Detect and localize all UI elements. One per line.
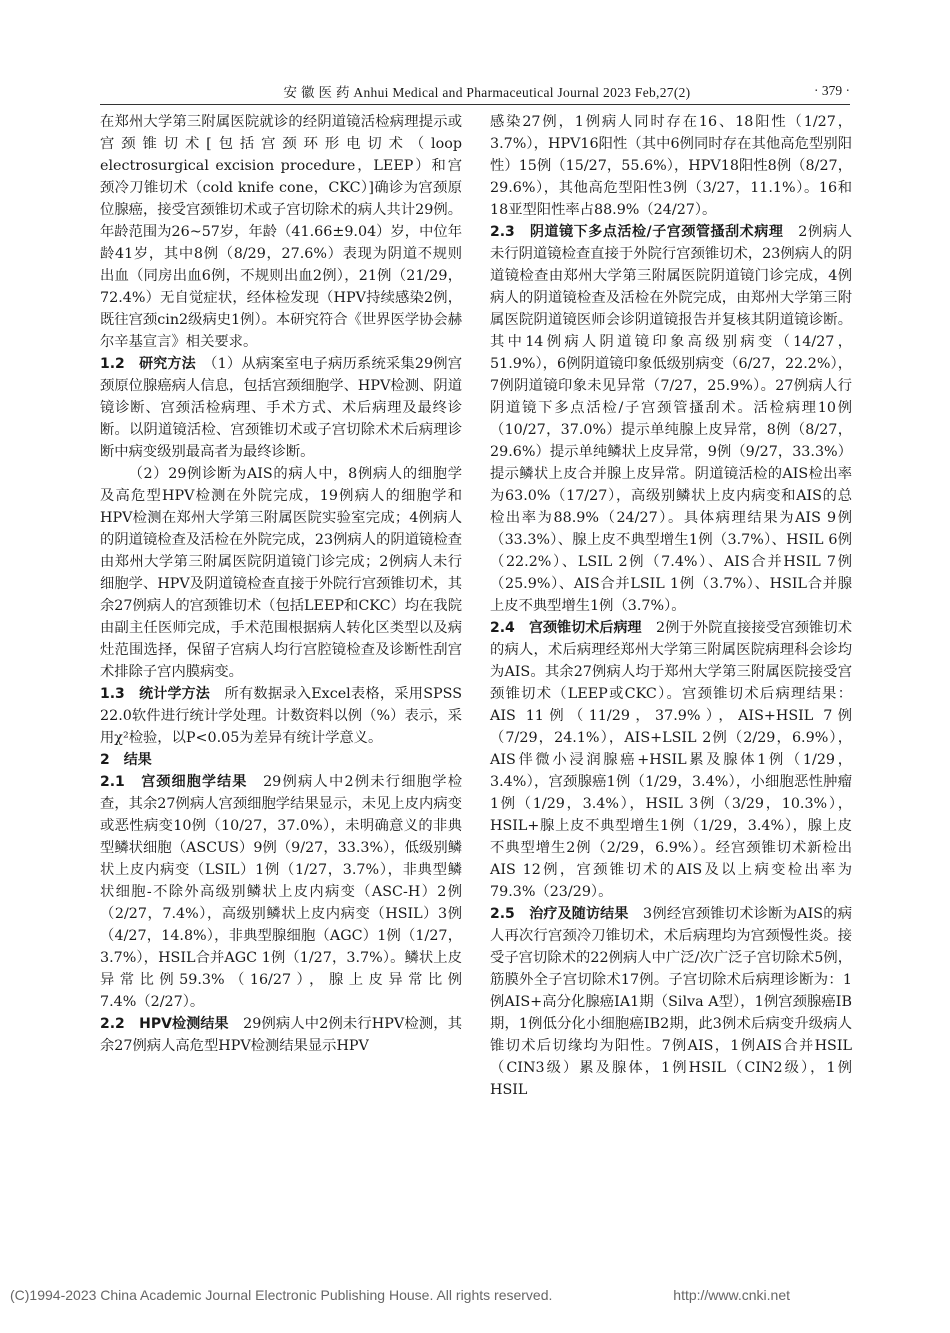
page-number: · 379 ·	[814, 83, 850, 98]
subsection-heading: 1.3 统计学方法	[100, 686, 210, 702]
subsection-heading: 2.4 宫颈锥切术后病理	[490, 620, 642, 636]
body-text: 2例病人未行阴道镜检查直接于外院行宫颈锥切术，23例病人的阴道镜检查由郑州大学第三附属医院阴道镜门诊完成，4例病人的阴道镜检查及活检在外院完成，由郑州大学第三附属医院阴道镜医师会诊阴道镜报告并复核其阴道镜诊断。其中14例病人阴道镜印象高级别病变（14/27，51.9%），6例阴道镜印象低级别病变（6/27，22.2%），7例阴道镜印象未见异常（7/27，25.9%）。27例病人行阴道镜下多点活检/子宫颈管搔刮术。活检病理10例（10/27，37.0%）提示单纯腺上皮异常，8例（8/27，29.6%）提示单纯鳞状上皮异常，9例（9/27，33.3%）提示鳞状上皮合并腺上皮异常。阴道镜活检的AIS检出率为63.0%（17/27），高级别鳞状上皮内病变和AIS的总检出率为88.9%（24/27）。具体病理结果为AIS 9例（33.3%）、腺上皮不典型增生1例（3.7%）、HSIL 6例（22.2%）、LSIL 2例（7.4%）、AIS合并HSIL 7例（25.9%）、AIS合并LSIL 1例（3.7%）、HSIL合并腺上皮不典型增生1例（3.7%）。	[490, 224, 853, 614]
body-text: 29例病人中2例未行HPV检测，其余27例病人高危型HPV检测结果显示HPV	[100, 1016, 462, 1054]
section-paragraph	[100, 771, 462, 1013]
body-text: （2）29例诊断为AIS的病人中，8例病人的细胞学及高危型HPV检测在外院完成，19例病人的细胞学和HPV检测在郑州大学第三附属医院实验室完成；4例病人的阴道镜检查及活检在外院完成，23例病人的阴道镜检查由郑州大学第三附属医院阴道镜门诊完成；2例病人未行细胞学、HPV及阴道镜检查直接于外院行宫颈锥切术，其余27例病人的宫颈锥切术（包括LEEP和CKC）均在我院由副主任医师完成，手术范围根据病人转化区类型以及病灶范围选择，保留子宫病人均行宫腔镜检查及诊断性刮宫术排除子宫内膜病变。	[100, 466, 462, 680]
journal-title: 安 徽 医 药 Anhui Medical and Pharmaceutical Journal 2023 Feb,27(2)	[283, 85, 691, 100]
subsection-heading: 2.5 治疗及随访结果	[490, 906, 629, 922]
running-header	[100, 78, 850, 105]
section-paragraph	[490, 221, 852, 617]
subsection-heading: 2.1 宫颈细胞学结果	[100, 774, 248, 790]
paragraph	[100, 111, 462, 353]
paragraph	[100, 463, 462, 683]
copyright-notice: (C)1994-2023 China Academic Journal Electronic Publishing House. All rights reserved.	[10, 1287, 553, 1303]
section-paragraph	[490, 903, 852, 1101]
cnki-link[interactable]: http://www.cnki.net	[673, 1287, 790, 1303]
right-column	[490, 111, 852, 1101]
footer	[0, 1287, 950, 1307]
body-text: 所有数据录入Excel表格，采用SPSS 22.0软件进行统计学处理。计数资料以例（%）表示，采用χ²检验，以P<0.05为差异有统计学意义。	[100, 686, 462, 746]
body-text: 2例于外院直接接受宫颈锥切术的病人，术后病理经郑州大学第三附属医院病理科会诊均为AIS。其余27例病人均于郑州大学第三附属医院接受宫颈锥切术（LEEP或CKC）。宫颈锥切术后病理结果：AIS 11例（11/29，37.9%），AIS+HSIL 7例（7/29，24.1%），AIS+LSIL 2例（2/29，6.9%），AIS伴微小浸润腺癌+HSIL累及腺体1例（1/29，3.4%），宫颈腺癌1例（1/29，3.4%），小细胞恶性肿瘤1例（1/29，3.4%），HSIL 3例（3/29，10.3%），HSIL+腺上皮不典型增生1例（1/29，3.4%），腺上皮不典型增生2例（2/29，6.9%）。经宫颈锥切术新检出AIS 12例，宫颈锥切术的AIS及以上病变检出率为79.3%（23/29）。	[490, 620, 852, 900]
section-paragraph	[100, 353, 462, 463]
heading: 2 结果	[100, 752, 152, 768]
body-text: （1）从病案室电子病历系统采集29例宫颈原位腺癌病人信息，包括宫颈细胞学、HPV检测、阴道镜诊断、宫颈活检病理、手术方式、术后病理及最终诊断。以阴道镜活检、宫颈锥切术或子宫切除术术后病理诊断中病变级别最高者为最终诊断。	[100, 356, 463, 460]
subsection-heading: 2.2 HPV检测结果	[100, 1016, 229, 1032]
body-text: 29例病人中2例未行细胞学检查，其余27例病人宫颈细胞学结果显示，未见上皮内病变或恶性病变10例（10/27，37.0%），未明确意义的非典型鳞状细胞（ASCUS）9例（9/27，33.3%），低级别鳞状上皮内病变（LSIL）1例（1/27，3.7%），非典型鳞状细胞-不除外高级别鳞状上皮内病变（ASC-H）2例（2/27，7.4%），高级别鳞状上皮内病变（HSIL）3例（4/27，14.8%），非典型腺细胞（AGC）1例（1/27，3.7%），HSIL合并AGC 1例（1/27，3.7%）。鳞状上皮异常比例59.3%（16/27），腺上皮异常比例7.4%（2/27）。	[100, 774, 462, 1010]
body-text: 在郑州大学第三附属医院就诊的经阴道镜活检病理提示或宫颈锥切术[包括宫颈环形电切术（loop electrosurgical excision procedure，LEEP）和宫颈冷刀锥切术（cold knife cone，CKC）]确诊为宫颈原位腺癌，接受宫颈锥切术或子宫切除术的病人共计29例。年龄范围为26~57岁，年龄（41.66±9.04）岁，中位年龄41岁，其中8例（8/29，27.6%）表现为阴道不规则出血（同房出血6例，不规则出血2例），21例（21/29，72.4%）无自觉症状，经体检发现（HPV持续感染2例，既往宫颈cin2级病史1例）。本研究符合《世界医学协会赫尔辛基宣言》相关要求。	[100, 114, 462, 350]
subsection-heading: 2.3 阴道镜下多点活检/子宫颈管搔刮术病理	[490, 224, 784, 240]
section-paragraph	[490, 617, 852, 903]
paragraph	[490, 111, 852, 221]
section-title	[100, 749, 462, 771]
body-text: 3例经宫颈锥切术诊断为AIS的病人再次行宫颈冷刀锥切术，术后病理均为宫颈慢性炎。接受子宫切除术的22例病人中广泛/次广泛子宫切除术5例，筋膜外全子宫切除术17例。子宫切除术后病理诊断为：1例AIS+高分化腺癌ⅠA1期（Silva A型），1例宫颈腺癌ⅠB期，1例低分化小细胞癌ⅠB2期，此3例术后病变升级病人锥切术后切缘均为阳性。7例AIS，1例AIS合并HSIL（CIN3级）累及腺体，1例HSIL（CIN2级），1例HSIL	[490, 906, 852, 1098]
section-paragraph	[100, 1013, 462, 1057]
section-paragraph	[100, 683, 462, 749]
left-column	[100, 111, 462, 1057]
body-text: 感染27例，1例病人同时存在16、18阳性（1/27，3.7%），HPV16阳性（其中6例同时存在其他高危型别阳性）15例（15/27，55.6%），HPV18阳性8例（8/27，29.6%），其他高危型阳性3例（3/27，11.1%）。16和18亚型阳性率占88.9%（24/27）。	[490, 114, 852, 218]
subsection-heading: 1.2 研究方法	[100, 356, 196, 372]
